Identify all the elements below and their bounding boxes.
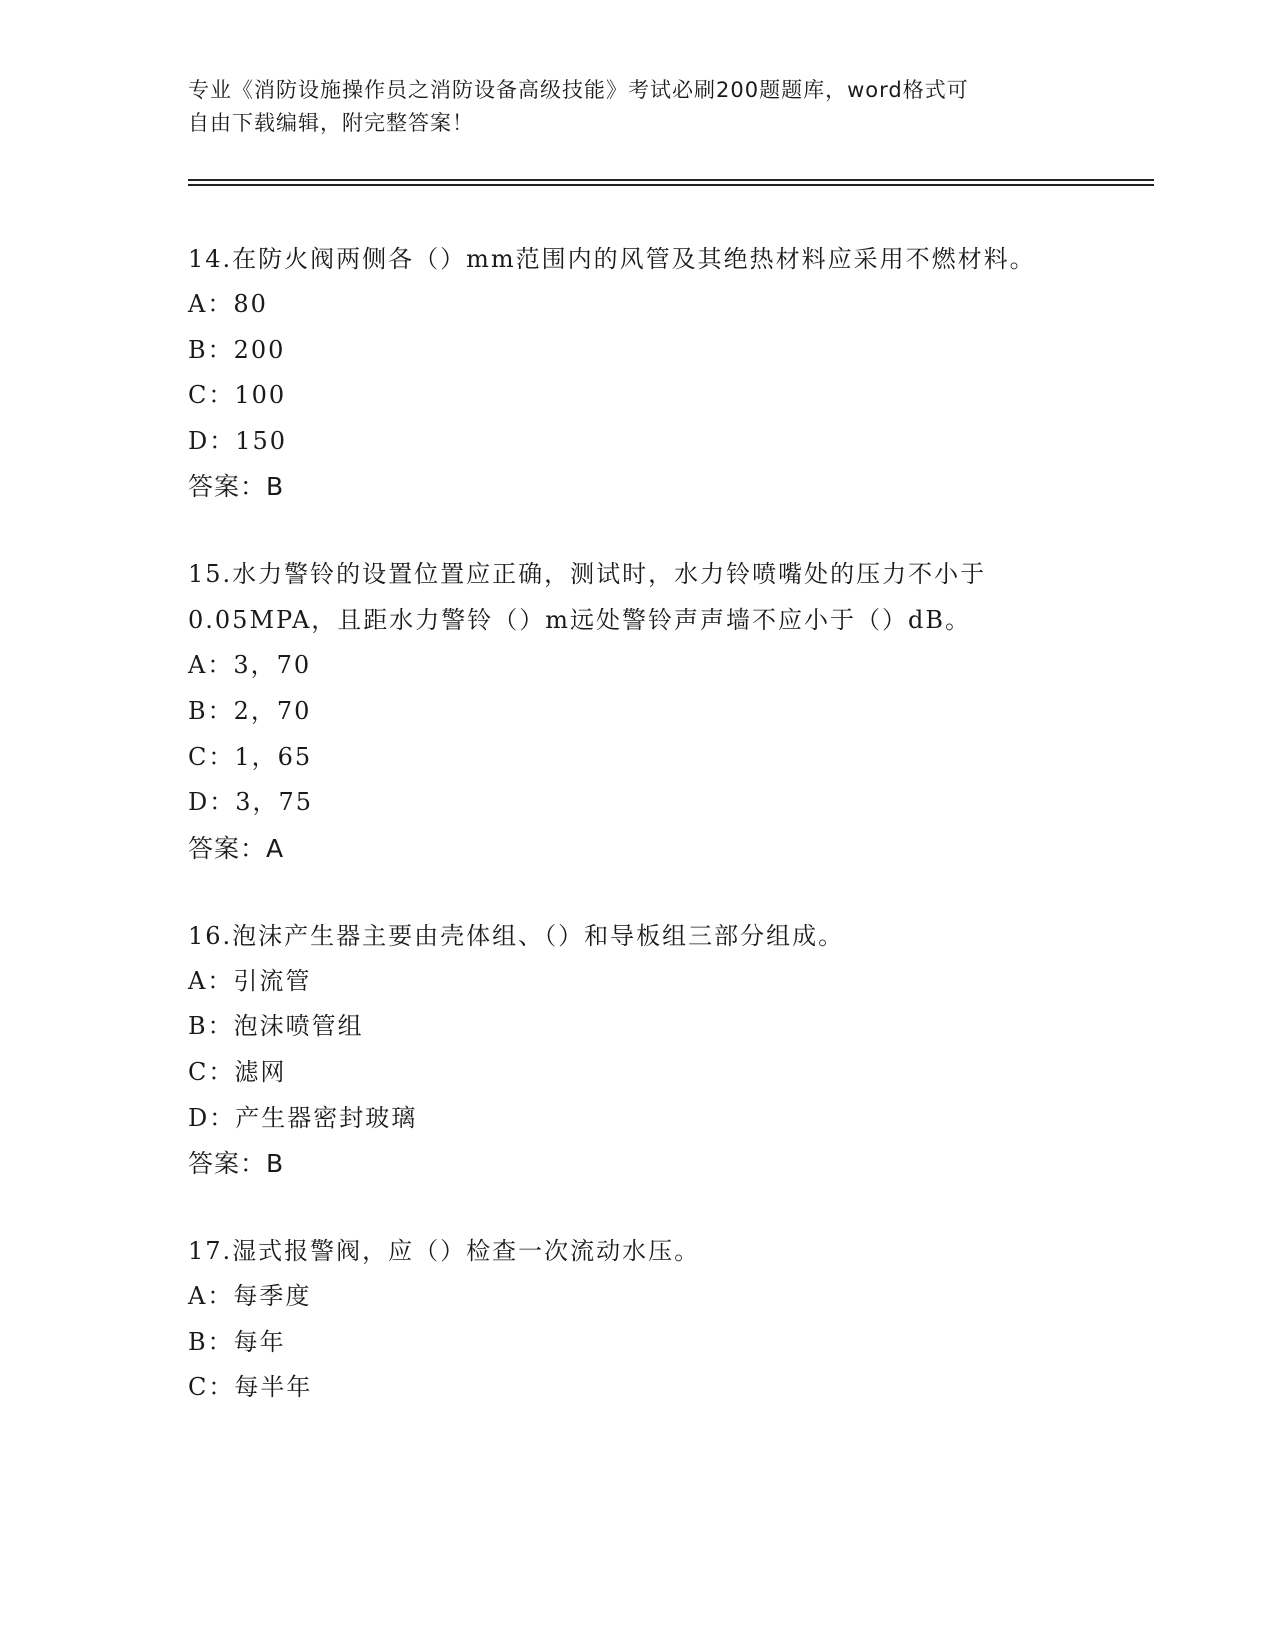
question-list [188, 236, 1088, 1452]
option-b: B：泡沫喷管组 [188, 1012, 364, 1041]
question-14 [188, 236, 1088, 510]
option-d: D：150 [188, 426, 288, 455]
option-b: B：每年 [188, 1327, 286, 1356]
question-15 [188, 551, 1088, 871]
answer: 答案：B [188, 472, 285, 502]
option-d: D：3，75 [188, 788, 314, 817]
option-a: A：3，70 [188, 651, 312, 680]
option-c: C：1，65 [188, 742, 313, 771]
option-a: A：引流管 [188, 966, 312, 995]
answer: 答案：A [188, 833, 285, 863]
option-a: A：每季度 [188, 1282, 312, 1311]
option-c: C：100 [188, 381, 287, 410]
question-stem: 17.湿式报警阀，应（）检查一次流动水压。 [188, 1237, 701, 1266]
document-header [188, 74, 1088, 140]
answer: 答案：B [188, 1149, 285, 1179]
header-title-line-1: 专业《消防设施操作员之消防设备高级技能》考试必刷200题题库，word格式可 [188, 78, 969, 102]
question-stem: 16.泡沫产生器主要由壳体组、（）和导板组三部分组成。 [188, 921, 845, 950]
header-title-line-2: 自由下载编辑，附完整答案！ [188, 111, 474, 135]
option-c: C：每半年 [188, 1373, 313, 1402]
option-d: D：产生器密封玻璃 [188, 1103, 418, 1132]
header-divider-top [188, 179, 1154, 181]
question-stem: 14.在防火阀两侧各（）mm范围内的风管及其绝热材料应采用不燃材料。 [188, 245, 1036, 273]
question-16 [188, 913, 1088, 1187]
option-c: C：滤网 [188, 1057, 287, 1086]
header-divider-bottom [188, 184, 1154, 186]
question-stem: 15.水力警铃的设置位置应正确，测试时，水力铃喷嘴处的压力不小于0.05MPA，且距水力警铃（）m远处警铃声声墙不应小于（）dB。 [188, 560, 987, 635]
option-a: A：80 [188, 290, 268, 318]
option-b: B：200 [188, 335, 286, 364]
question-17 [188, 1228, 1088, 1411]
option-b: B：2，70 [188, 696, 312, 725]
